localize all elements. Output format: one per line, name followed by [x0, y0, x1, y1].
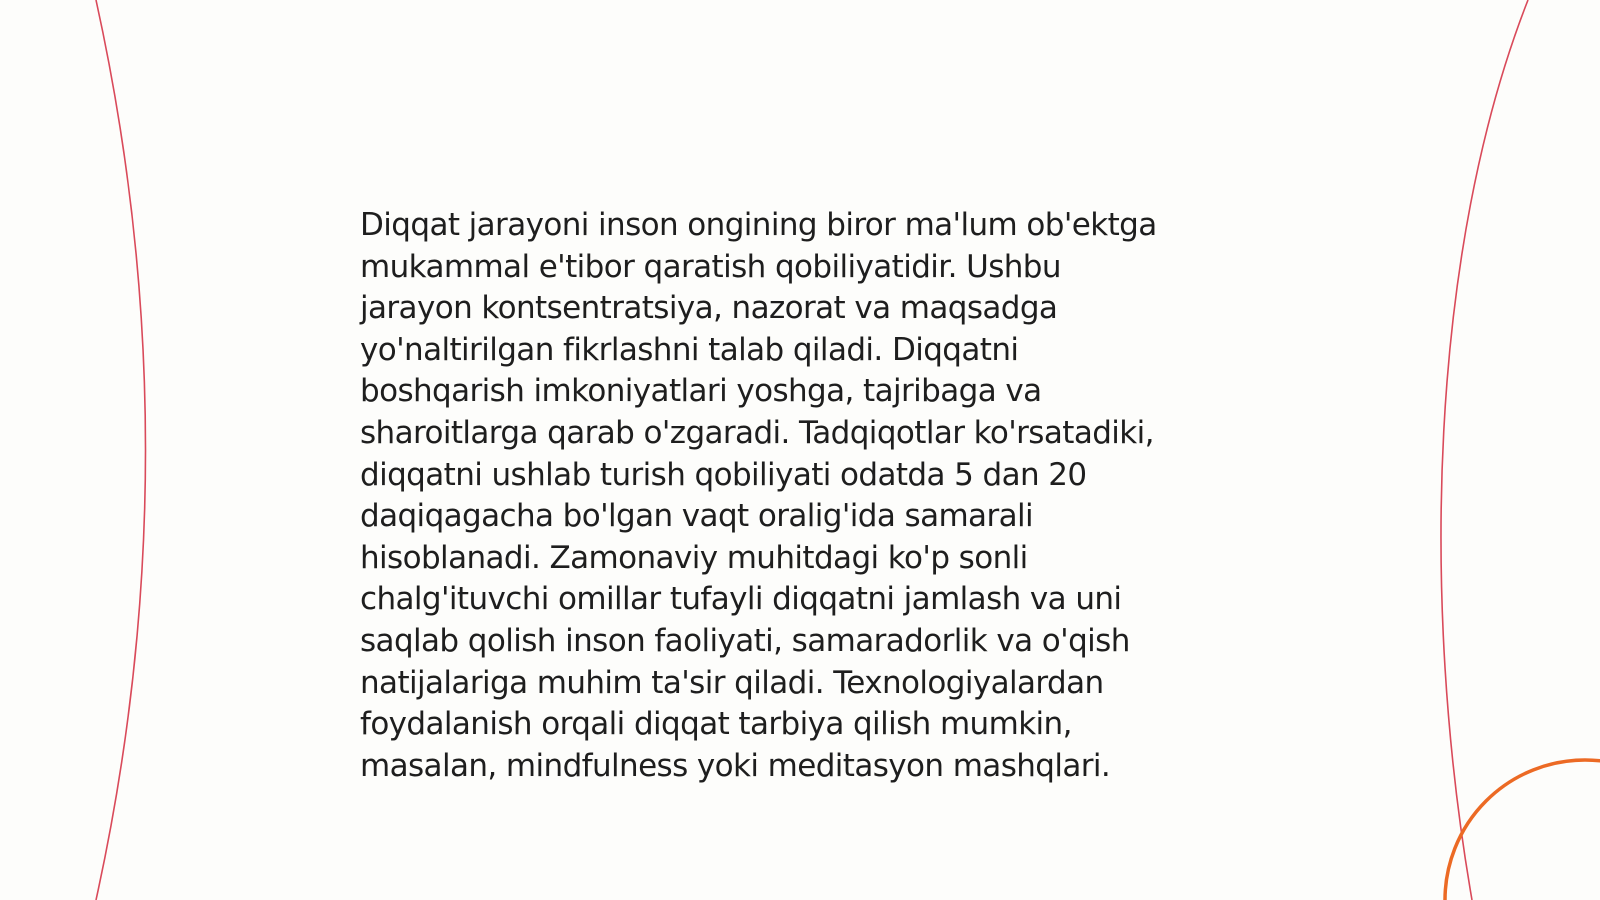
- paragraph-line: chalg'ituvchi omillar tufayli diqqatni jamlash va uni: [360, 581, 1122, 618]
- paragraph-line: foydalanish orqali diqqat tarbiya qilish mumkin,: [360, 706, 1072, 743]
- paragraph-line: hisoblanadi. Zamonaviy muhitdagi ko'p sonli: [360, 539, 1028, 576]
- left-arc: [96, 0, 146, 900]
- paragraph-line: natijalariga muhim ta'sir qiladi. Texnologiyalardan: [360, 664, 1104, 701]
- paragraph-line: masalan, mindfulness yoki meditasyon mashqlari.: [360, 747, 1111, 784]
- paragraph-line: sharoitlarga qarab o'zgaradi. Tadqiqotlar ko'rsatadiki,: [360, 414, 1154, 451]
- paragraph-line: saqlab qolish inson faoliyati, samaradorlik va o'qish: [360, 622, 1130, 659]
- paragraph-line: boshqarish imkoniyatlari yoshga, tajribaga va: [360, 373, 1042, 410]
- paragraph-line: Diqqat jarayoni inson ongining biror ma'lum ob'ektga: [360, 207, 1157, 243]
- paragraph-line: mukammal e'tibor qaratish qobiliyatidir. Ushbu: [360, 248, 1061, 285]
- paragraph-line: daqiqagacha bo'lgan vaqt oralig'ida samarali: [360, 498, 1034, 535]
- paragraph-line: diqqatni ushlab turish qobiliyati odatda 5 dan 20: [360, 456, 1087, 493]
- body-paragraph: [360, 205, 1260, 787]
- right-arc: [1441, 0, 1528, 900]
- paragraph-line: jarayon kontsentratsiya, nazorat va maqsadga: [360, 290, 1058, 327]
- paragraph-line: yo'naltirilgan fikrlashni talab qiladi. Diqqatni: [360, 331, 1019, 368]
